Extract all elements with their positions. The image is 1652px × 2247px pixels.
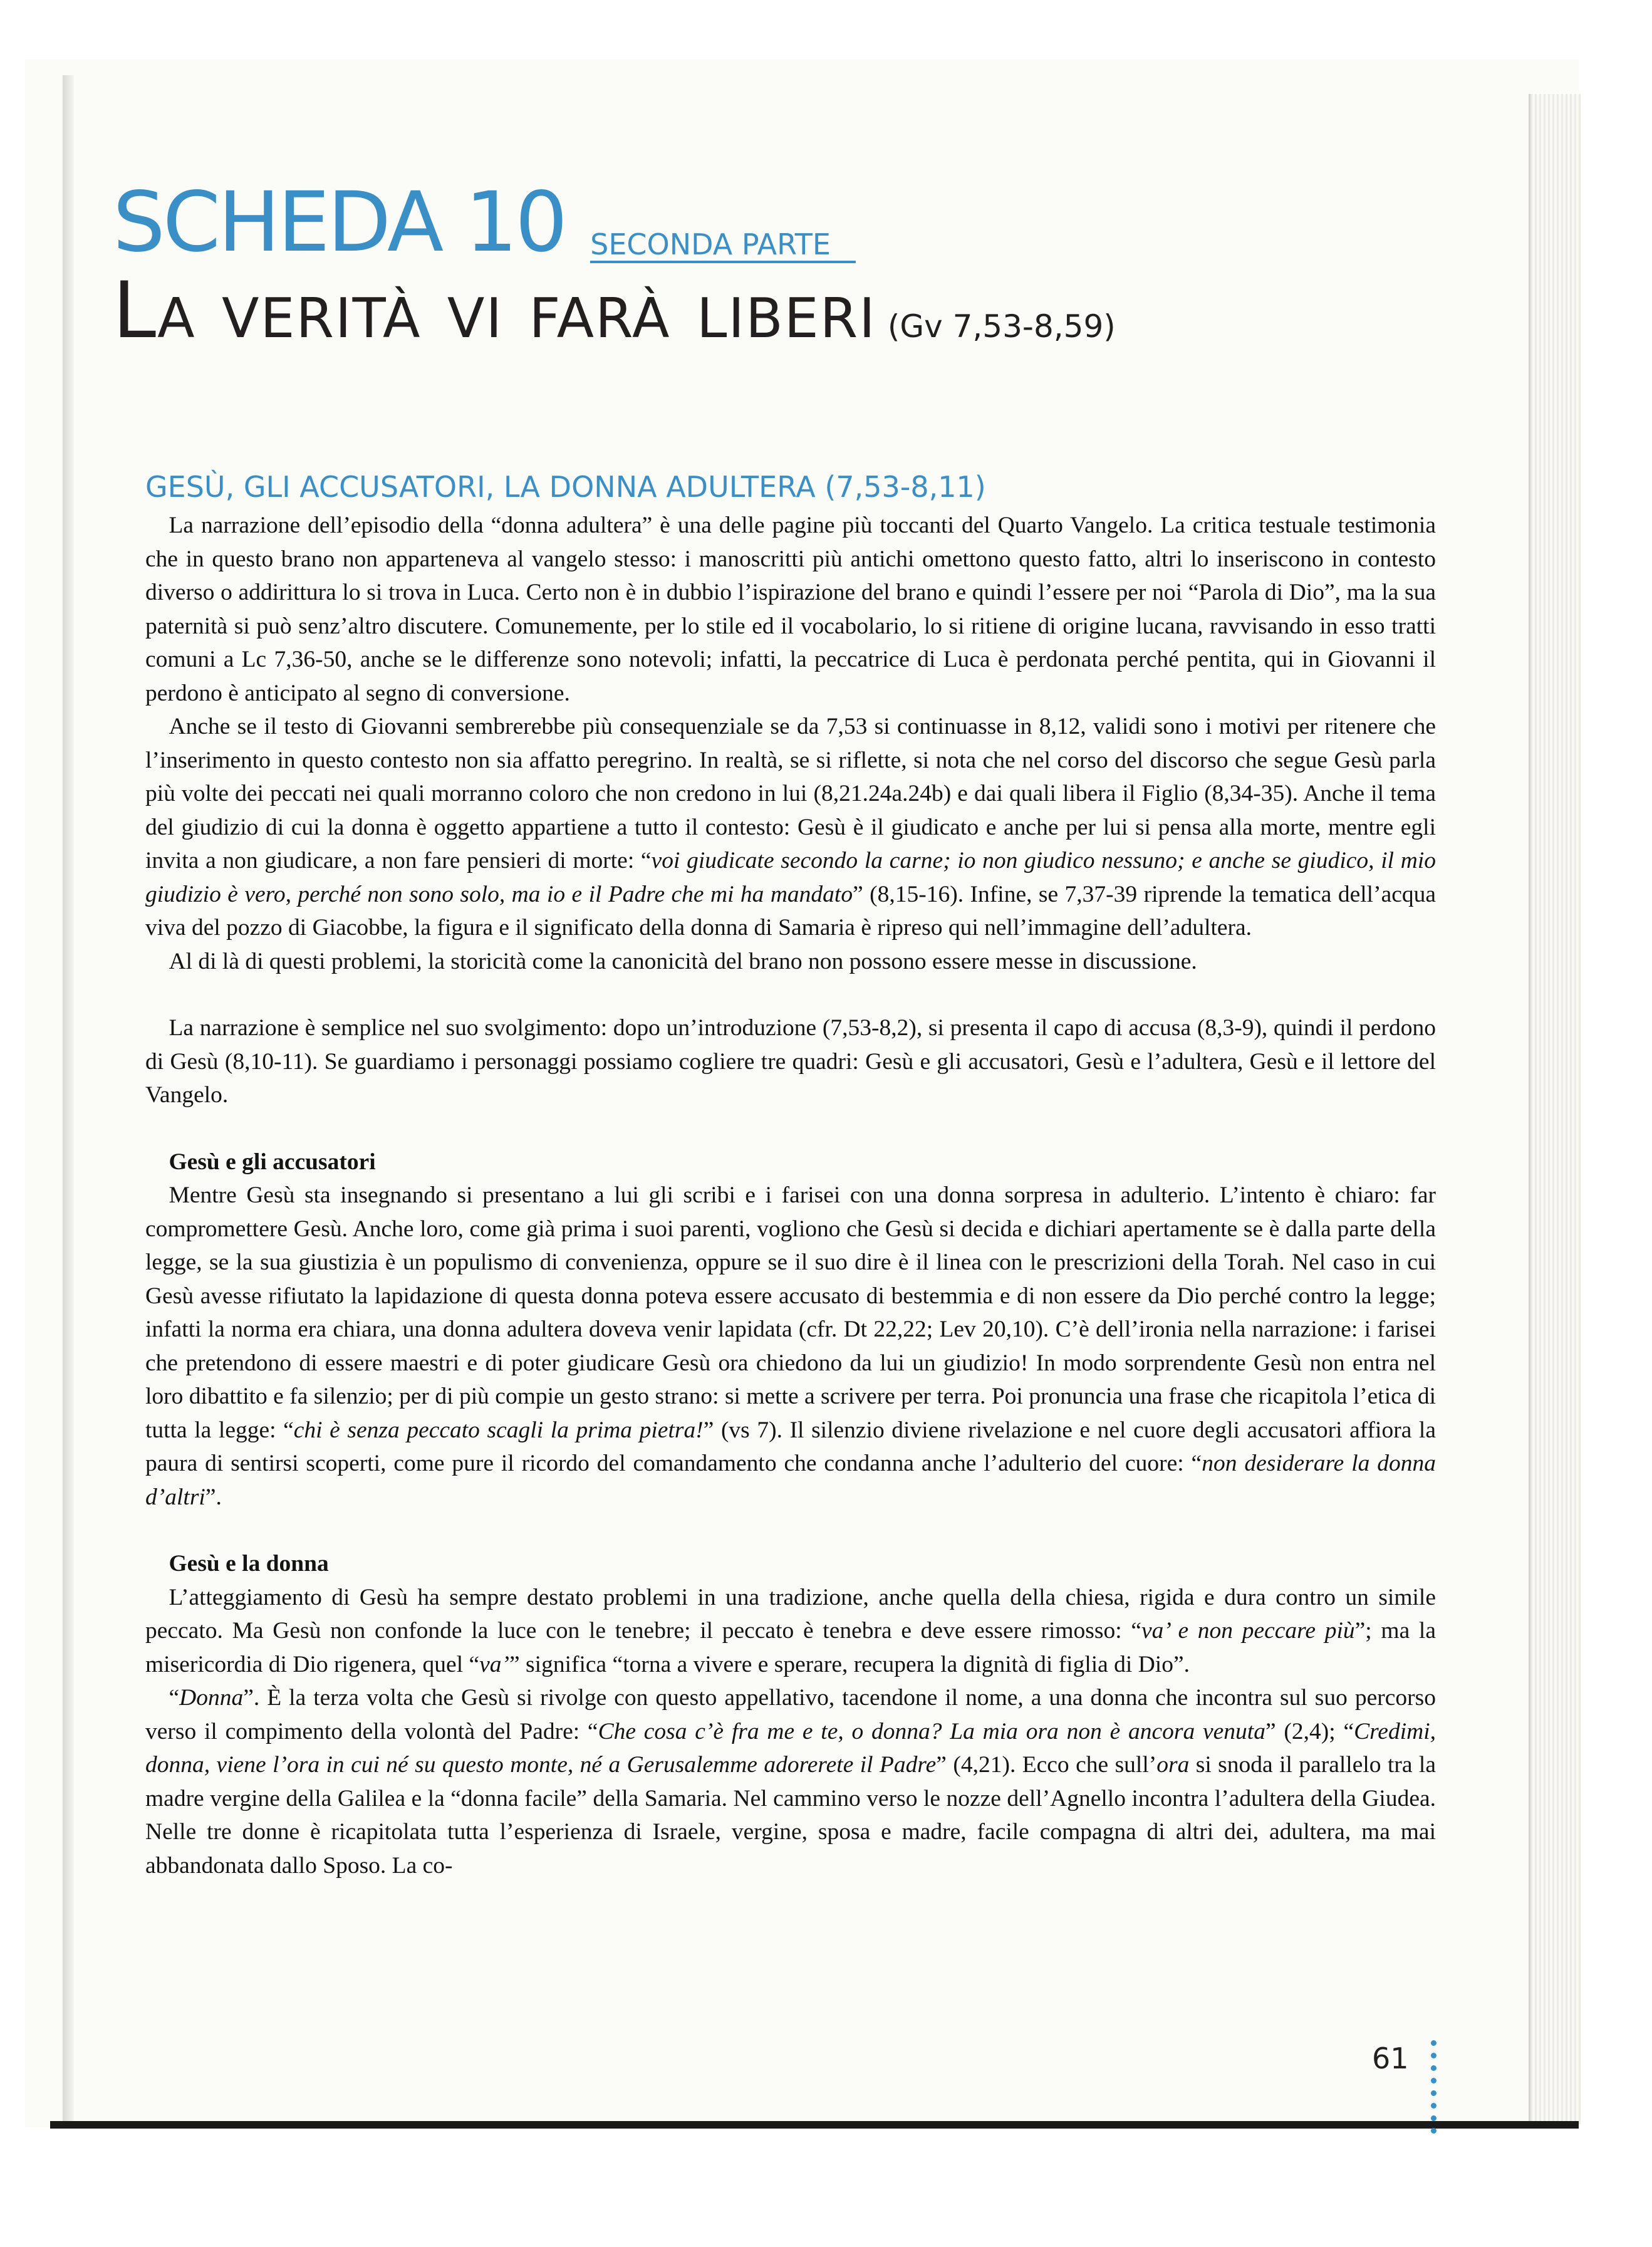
page-number-dots (1431, 2040, 1440, 2140)
dot (1431, 2115, 1436, 2121)
dot (1431, 2103, 1436, 2109)
paragraph-2-quote: voi giudicate secondo la carne; io non giudico nessuno; e anche se giudico, il mio giudizio è vero, perché non sono solo, ma io e il Padre che mi ha mandato (145, 848, 1436, 907)
paragraph-7-quote-3: Credimi, donna, viene l’ora in cui né su questo monte, né a Gerusalemme adorerete il Padre (145, 1718, 1436, 1778)
paragraph-7-quote-4: ora (1156, 1752, 1190, 1778)
section-heading: GESÙ, GLI ACCUSATORI, LA DONNA ADULTERA (7,53-8,11) (145, 470, 986, 504)
scheda-line (113, 174, 1491, 271)
bible-reference: (Gv 7,53-8,59) (887, 308, 1116, 345)
dot (1431, 2065, 1436, 2071)
subheading-accusatori-text: Gesù e gli accusatori (169, 1149, 376, 1175)
paragraph-6-text-c: ” significa “torna a vivere e sperare, recupera la dignità di figlia di Dio”. (509, 1651, 1190, 1677)
paragraph-7-text-b: ” (2,4); “ (1265, 1718, 1354, 1744)
article-body (145, 509, 1436, 1882)
main-title: La verità vi farà liberi (113, 266, 876, 356)
paragraph-5-quote-1: chi è senza peccato scagli la prima pietra! (293, 1417, 704, 1443)
paragraph-7-quote-1: Donna (179, 1685, 244, 1711)
subheading-donna (145, 1547, 1436, 1581)
paragraph-2-text-b: ” (8,15-16). Infine, se 7,37-39 riprende la tematica dell’acqua viva del pozzo di Giacobbe, la figura e il significato della donna di Samaria è ripreso qui nell’immagine dell’adultera. (145, 881, 1436, 941)
paragraph-5-text-c: ”. (205, 1484, 222, 1510)
dot (1431, 2053, 1436, 2058)
paragraph-7-quote-2: Che cosa c’è fra me e te, o donna? La mia ora non è ancora venuta (598, 1718, 1265, 1744)
paragraph-6-text-a: L’atteggiamento di Gesù ha sempre destato problemi in una tradizione, anche quella della chiesa, rigida e dura contro un simile peccato. Ma Gesù non confonde la luce con le tenebre; il peccato è tenebra e deve essere rimosso: “ (145, 1584, 1436, 1644)
paragraph-7-open-quote: “ (169, 1685, 180, 1711)
dot (1431, 2040, 1436, 2046)
paragraph-7 (145, 1681, 1436, 1882)
book-gutter (63, 75, 74, 2124)
paragraph-spacer (145, 1112, 1436, 1145)
page-number: 61 (1372, 2041, 1409, 2075)
paragraph-4-text: La narrazione è semplice nel suo svolgimento: dopo un’introduzione (7,53-8,2), si presenta il capo di accusa (8,3-9), quindi il perdono di Gesù (8,10-11). Se guardiamo i personaggi possiamo cogliere tre quadri: Gesù e gli accusatori, Gesù e l’adultera, Gesù e il lettore del Vangelo. (145, 1015, 1436, 1108)
paragraph-7-text-c: ” (4,21). Ecco che sull’ (936, 1752, 1157, 1778)
page-header (113, 174, 1491, 356)
main-title-line (113, 267, 1491, 355)
page-edges (1529, 94, 1581, 2124)
paragraph-1 (145, 509, 1436, 710)
subheading-accusatori (145, 1145, 1436, 1179)
paragraph-4 (145, 1011, 1436, 1112)
paragraph-2 (145, 710, 1436, 945)
dot (1431, 2078, 1436, 2083)
dot (1431, 2090, 1436, 2096)
paragraph-spacer (145, 978, 1436, 1011)
paragraph-7-text-a: ”. È la terza volta che Gesù si rivolge con questo appellativo, tacendone il nome, a una donna che incontra sul suo percorso verso il compimento della volontà del Padre: “ (145, 1685, 1436, 1744)
paragraph-spacer (145, 1514, 1436, 1547)
paragraph-5-text-a: Mentre Gesù sta insegnando si presentano a lui gli scribi e i farisei con una donna sorpresa in adulterio. L’intento è chiaro: far compromettere Gesù. Anche loro, come già prima i suoi parenti, vogliono che Gesù si decida e dichiari apertamente se è dalla parte della legge, se la sua giustizia è un populismo di convenienza, oppure se il suo dire è il linea con le prescrizioni della Torah. Nel caso in cui Gesù avesse rifiutato la lapidazione di questa donna poteva essere accusato di bestemmia e di non essere da Dio perché contro la legge; infatti la norma era chiara, una donna adultera doveva venir lapidata (cfr. Dt 22,22; Lev 20,10). C’è dell’ironia nella narrazione: i farisei che pretendono di essere maestri e di poter giudicare Gesù ora chiedono da lui un giudizio! In modo sorprendente Gesù non entra nel loro dibattito e fa silenzio; per di più compie un gesto strano: si mette a scrivere per terra. Poi pronuncia una frase che ricapitola l’etica di tutta la legge: “ (145, 1182, 1436, 1443)
paragraph-5-text-b: ” (vs 7). Il silenzio diviene rivelazione e nel cuore degli accusatori affiora la paura di sentirsi scoperti, come pure il ricordo del comandamento che condanna anche l’adulterio del cuore: “ (145, 1417, 1436, 1476)
scheda-subtitle: SECONDA PARTE (590, 228, 856, 263)
subheading-donna-text: Gesù e la donna (169, 1551, 329, 1577)
bottom-rule (50, 2121, 1579, 2129)
paragraph-2-text-a: Anche se il testo di Giovanni sembrerebbe più consequenziale se da 7,53 si continuasse in 8,12, validi sono i motivi per ritenere che l’inserimento in questo contesto non sia affatto peregrino. In realtà, se si riflette, si nota che nel corso del discorso che segue Gesù parla più volte dei peccati nei quali morranno coloro che non credono in lui (8,21.24a.24b) e dai quali libera il Figlio (8,34-35). Anche il tema del giudizio di cui la donna è oggetto appartiene a tutto il contesto: Gesù è il giudicato e anche per lui si pensa alla morte, mentre egli invita a non giudicare, a non fare pensieri di morte: “ (145, 714, 1436, 873)
paragraph-6-text-b: ”; ma la misericordia di Dio rigenera, quel “ (145, 1618, 1436, 1677)
paragraph-3-text: Al di là di questi problemi, la storicità come la canonicità del brano non possono essere messe in discussione. (169, 948, 1197, 974)
paragraph-6-quote-1: va’ e non peccare più (1141, 1618, 1355, 1644)
paragraph-5 (145, 1179, 1436, 1514)
dot (1431, 2128, 1436, 2134)
paragraph-7-text-d: si snoda il parallelo tra la madre vergine della Galilea e la “donna facile” della Samaria. Nel cammino verso le nozze dell’Agnello incontra l’adultera della Giudea. Nelle tre donne è ricapitolata tutta l’esperienza di Israele, vergine, sposa e madre, facile compagna di altri dei, adultera, ma mai abbandonata dallo Sposo. La co- (145, 1752, 1436, 1879)
paragraph-6 (145, 1581, 1436, 1682)
scheda-title: SCHEDA 10 (113, 174, 566, 271)
paragraph-3 (145, 945, 1436, 979)
paragraph-1-text: La narrazione dell’episodio della “donna adultera” è una delle pagine più toccanti del Quarto Vangelo. La critica testuale testimonia che in questo brano non apparteneva al vangelo stesso: i manoscritti più antichi omettono questo fatto, altri lo inseriscono in contesto diverso o addirittura lo si trova in Luca. Certo non è in dubbio l’ispirazione del brano e quindi l’essere per noi “Parola di Dio”, ma la sua paternità si può senz’altro discutere. Comunemente, per lo stile ed il vocabolario, lo si ritiene di origine lucana, ravvisando in esso tratti comuni a Lc 7,36-50, anche se le differenze sono notevoli; infatti, la peccatrice di Luca è perdonata perché pentita, qui in Giovanni il perdono è anticipato al segno di conversione. (145, 513, 1436, 706)
paragraph-5-quote-2: non desiderare la donna d’altri (145, 1451, 1436, 1510)
paragraph-6-quote-2: va’ (479, 1651, 510, 1677)
